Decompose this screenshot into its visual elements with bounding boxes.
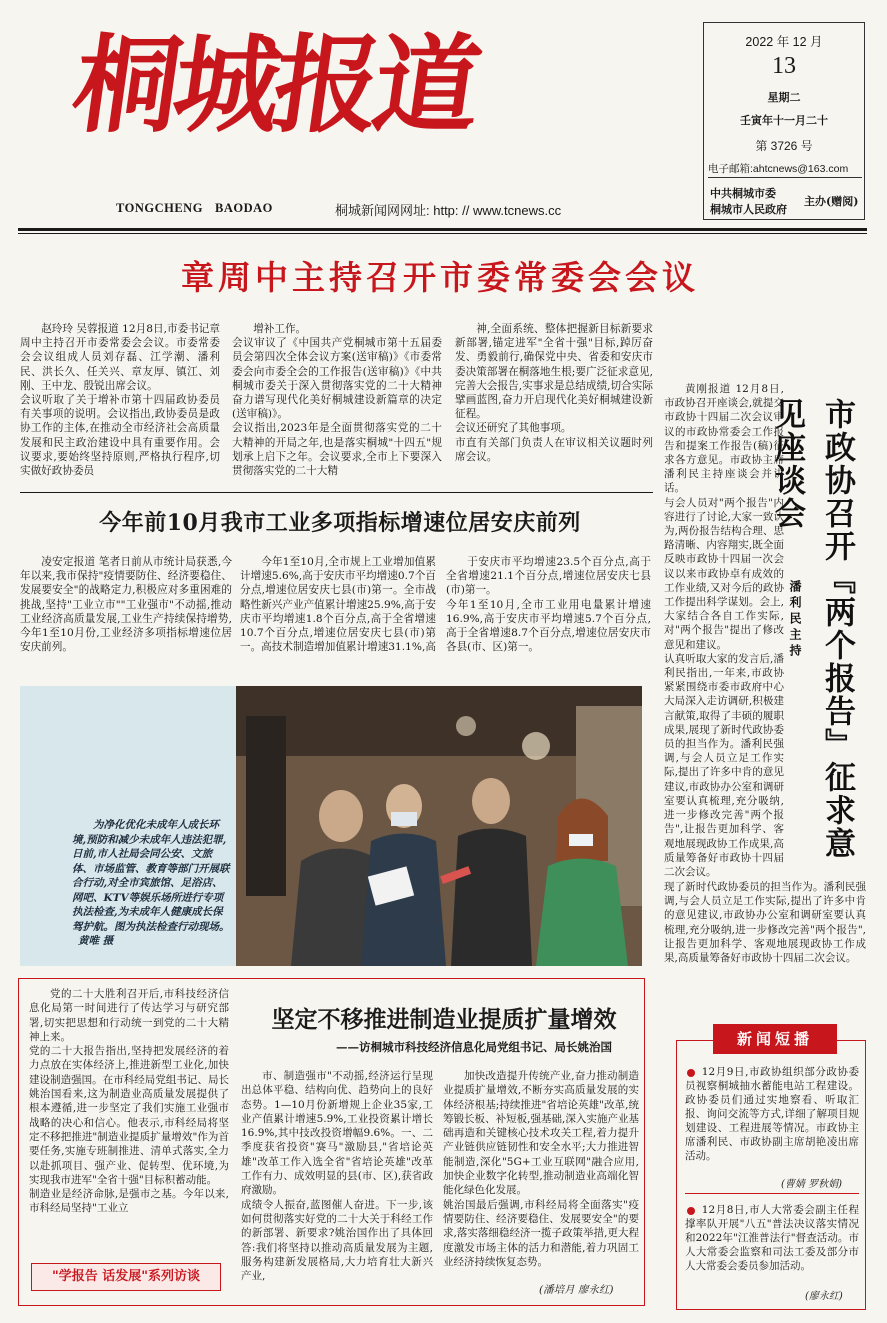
brief1-text: 12月9日,市政协组织部分政协委员视察桐城抽水蓄能电站工程建设。政协委员们通过实地察看、听取汇报、询问交流等方式,详细了解项目规划建设、工程进展等情况。市政协主席潘利民、市政协副主席胡艳凌出席活动。 (685, 1066, 859, 1162)
info-divider (708, 177, 862, 178)
briefs-title: 新闻短播 (713, 1024, 837, 1054)
photo-block (20, 686, 642, 966)
brief2-byline: (廖永红) (805, 1291, 843, 1302)
interview-col3: 加快改造提升传统产业,奋力推动制造业提质扩量增效,不断夯实高质量发展的实体经济根基;持续推进"省培论英雄"改革,统筹锻长板、补短板,强基础,深入实施产业基础再造和关键核心技术攻关工程,着力提升产业链供应链韧性和安全水平;大力推进智能制造,深化"5G+工业互联网"融合应用,加快企业数字化转型,推动制造业高端化智能化绿色化发展。 姚治国最后强调,市科经局将全面落实"疫情要防住、经济要稳住、发展要安全"的要求,落实落细稳经济一揽子政策举措,更大程度激发市场主体的活力和潜能,着力巩固工业经济持续恢复态势。 (443, 1070, 639, 1268)
lead-col3: 神,全面系统、整体把握新目标新要求新部署,锚定进军"全省十强"目标,踔厉奋发、勇毅前行,确保党中央、省委和安庆市委决策部署在桐落地生根;要广泛征求意见,完善大会报告,实事求是总结成绩,切合实际擘画蓝图,奋力开启现代化美好桐城建设新征程。 会议还研究了其他事项。 市直有关部门负责人在审议相关议题时列席会议。 (455, 323, 653, 463)
industry-headline[interactable]: 今年前10月我市工业多项指标增速位居安庆前列 (99, 510, 581, 536)
interview-subhead: ——访桐城市科技经济信息化局党组书记、局长姚治国 (336, 1040, 612, 1054)
day-number: 13 (772, 53, 796, 79)
lead-col2: 增补工作。 会议审议了《中国共产党桐城市第十五届委员会第四次全体会议方案(送审稿)》《市委常委会向市委全会的工作报告(送审稿)》《中共桐城市委关于深入贯彻落实党的二十大精神奋力谱写现代化美好桐城建设新篇章的决定(送审稿)》。 会议指出,2023年是全面贯彻落实党的二十大精神的开局之年,也是落实桐城"十四五"规划承上启下之年。会议要求,全市上下要深入贯彻落实党的二十大精 (232, 323, 442, 478)
interview-headline[interactable]: 坚定不移推进制造业提质扩量增效 (271, 1006, 617, 1033)
interview-byline: (潘培月 廖永红) (539, 1284, 614, 1296)
pinyin-right: BAODAO (215, 201, 273, 215)
industry-col2: 今年1至10月,全市规上工业增加值累计增速5.6%,高于安庆市平均增速0.7个百分点,增速位居安庆七县(市)第一。全市战略性新兴产业产值累计增速25.9%,高于安庆市平均增速1.8个百分点,高于全省增速10.7个百分点,增速位居安庆七县(市)第一。高技术制造增加值累计增速31.1%,高 (240, 556, 436, 654)
side-article-text-lower (664, 880, 866, 995)
lunar-date: 壬寅年十一月二十 (740, 114, 828, 127)
industry-col3: 于安庆市平均增速23.5个百分点,高于全省增速21.1个百分点,增速位居安庆七县(市)第一。 今年1至10月,全市工业用电量累计增速16.9%,高于安庆市平均增速5.7个百分点,高于全省增速8.7个百分点,增速位居安庆市各县(市、区)第一。 (446, 556, 651, 654)
masthead-rule (18, 228, 867, 231)
issue-info-box (703, 22, 865, 220)
industry-col1: 凌安定报道 笔者日前从市统计局获悉,今年以来,我市保持"疫情要防住、经济要稳住、发展要安全"的战略定力,积极应对多重困难的挑战,坚持"工业立市""工业强市"不动摇,推动工业经济高质量发展,工业生产持续保持增势,今年1至10月份,工业经济多项指标增速位居安庆前列。 (20, 556, 232, 654)
interview-box (18, 978, 645, 1306)
section-divider (20, 492, 653, 493)
sponsor-role: 主办(赠阅) (804, 195, 859, 208)
weekday: 星期二 (767, 91, 801, 104)
issue-number: 第 3726 号 (755, 139, 813, 153)
side-article-continuation: 现了新时代政协委员的担当作为。潘利民强调,与会人员立足工作实际,提出了许多中肯的意见建议,市政协办公室和调研室要认真梳理,充分吸纳,进一步修改完善"两个报告",让报告更加科学、客观地展现政协工作成果,高质量筹备好市政协十四届二次会议。 (664, 881, 866, 965)
brief1-byline: (曹婧 罗秋娟) (781, 1179, 842, 1190)
inspection-photo-illustration (236, 686, 642, 966)
briefs-divider (685, 1193, 859, 1194)
photo-credit: 黄唯 摄 (78, 935, 114, 947)
sponsor-line1: 中共桐城市委 (710, 187, 776, 200)
email[interactable]: 电子邮箱:ahtcnews@163.com (708, 163, 849, 175)
date-line: 2022 年 12 月 (745, 35, 823, 49)
masthead-rule-thin (18, 233, 867, 234)
inspection-photo (236, 686, 642, 966)
sponsor-line2: 桐城市人民政府 (710, 203, 787, 216)
photo-caption-text: 为净化优化未成年人成长环境,预防和减少未成年人违法犯罪,日前,市人社局会同公安、文旅体、市场监管、教育等部门开展联合行动,对全市宾旅馆、足浴店、网吧、KTV等娱乐场所进行专项执法检查,为未成年人健康成长保驾护航。图为执法检查行动现场。 (72, 819, 230, 933)
interview-col1: 党的二十大胜利召开后,市科技经济信息化局第一时间进行了传达学习与研究部署,切实把思想和行动统一到党的二十大精神上来。 党的二十大报告指出,坚持把发展经济的着力点放在实体经济上,推进新型工业化,加快建设制造强国。在市科经局党组书记、局长姚治国看来,这为制造业高质量发展提供了根本遵循,进一步坚定了我们实施工业强市战略的决心和信心。他表示,市科经局将坚定不移把推进"制造业提质扩量增效"作为首要任务,实施专班制推进、清单式落实,全力以赴抓项目、强产业、促转型、优环境,为实现我市进军"全省十强"目标积蓄动能。 制造业是经济命脉,是强市之基。今年以来,市科经局坚持"工业立 (29, 988, 229, 1215)
lead-headline[interactable]: 章周中主持召开市委常委会会议 (181, 258, 699, 297)
side-subhead: 潘利民主持 (788, 580, 802, 660)
series-label[interactable]: "学报告 话发展"系列访谈 (31, 1263, 221, 1291)
masthead-logo: 桐城报道 (65, 22, 484, 147)
photo-caption (72, 818, 232, 949)
website-url[interactable]: 桐城新闻网网址: http: // www.tcnews.cc (335, 203, 562, 218)
pinyin-left: TONGCHENG (116, 201, 203, 215)
side-article-text-upper: 黄刚报道 12月8日,市政协召开座谈会,就提交市政协十四届二次会议审议的市政协常委会工作报告和提案工作报告(稿)征求各方意见。市政协主席潘利民主持座谈会并讲话。 与会人员对"两个报告"内容进行了讨论,大家一致认为,两份报告结构合理、思路清晰、内容翔实,既全面反映市政协十四届一次会议以来市政协卓有成效的工作业绩,又对今后的政协工作提出科学谋划。会上,大家结合各自工作实际,对"两个报告"提出了修改意见和建议。 认真听取大家的发言后,潘利民指出,一年来,市政协紧紧围绕市委市政府中心大局深入走访调研,积极建言献策,取得了丰硕的履职成果,展现了新时代政协委员的担当作为。潘利民强调,与会人员立足工作实际,提出了许多中肯的意见建议,市政协办公室和调研室要认真梳理,充分吸纳,进一步修改完善"两个报告",让报告更加科学、客观地展现政协工作成果,高质量筹备好市政协十四届二次会议。 (664, 383, 784, 878)
briefs-box (676, 1030, 866, 1310)
interview-col2: 市、制造强市"不动摇,经济运行呈现出总体平稳、结构向优、趋势向上的良好态势。1—10月份新增规上企业35家,工业产值累计增速5.9%,工业投资累计增长16.9%,其中技改投资增幅9.6%。一、二季度获省投资"赛马"激励县,"省培论英雄"改革工作入选全省"省培论英雄"改革工作有力、成效明显的县(市、区),获省政府激励。 成绩令人振奋,蓝图催人奋进。下一步,该如何贯彻落实好党的二十大关于科经工作的新部署、新要求?姚治国作出了具体回答:我们将坚持以推动高质量发展为主题,服务构建新发展格局,大力培育壮大新兴产业, (241, 1070, 433, 1283)
lead-col1: 赵玲玲 吴蓉报道 12月8日,市委书记章周中主持召开市委常委会会议。市委常委会会议组成人员刘存磊、江学潮、潘利民、洪长久、任关兴、章友厚、镇江、刘刚、王中龙、殷锐出席会议。 会议听取了关于增补市第十四届政协委员有关事项的说明。会议指出,政协委员是政协工作的主体,在推动全市经济社会高质量发展和民主政治建设中具有重要作用。会议要求,要始终坚持原则,严格执行程序,切实做好政协委员 (20, 323, 220, 478)
side-headline[interactable]: 市政协召开『两个报告』征求意见座谈会 (769, 398, 855, 860)
brief2-text: 12月8日,市人大常委会副主任程撑率队开展"八五"普法决议落实情况和2022年"江淮普法行"督查活动。市人大常委会监察和司法工委及部分市人大常委会委员参加活动。 (685, 1204, 859, 1272)
